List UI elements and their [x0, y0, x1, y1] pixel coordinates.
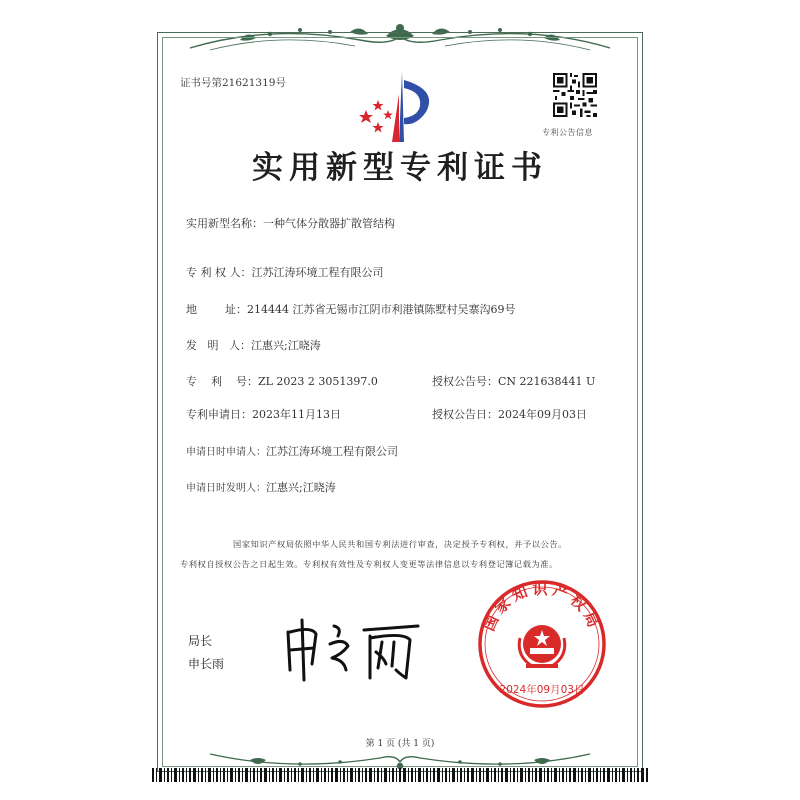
signature-icon: [278, 614, 428, 684]
cnipa-emblem-icon: [356, 68, 438, 148]
field-value: 一种气体分散器扩散管结构: [263, 217, 395, 230]
address-row: [186, 301, 515, 317]
grant-notice: 国家知识产权局依照中华人民共和国专利法进行审查，决定授予专利权，并予以公告。: [233, 539, 567, 549]
qr-label: 专利公告信息: [542, 128, 593, 137]
field-label: 专 利 号：: [186, 375, 258, 388]
grant-number-row: [432, 373, 595, 389]
field-value: 2024年09月03日: [498, 408, 587, 421]
field-value: 2023年11月13日: [252, 408, 341, 421]
field-label: 授权公告日：: [432, 408, 498, 421]
field-label: 申请日时申请人：: [186, 447, 266, 458]
certificate-sheet: [150, 18, 650, 782]
inventor-row: [186, 337, 321, 353]
field-label: 专 利 权 人：: [186, 266, 252, 279]
field-value: CN 221638441 U: [498, 375, 596, 388]
field-label: 地 址：: [186, 303, 247, 316]
field-value: 江惠兴;江晓涛: [250, 339, 321, 352]
qr-code-icon: [553, 73, 597, 117]
page-title: 实用新型专利证书: [252, 150, 548, 186]
field-label: 发 明 人：: [186, 339, 251, 352]
director-name: 申长雨: [188, 657, 225, 671]
patent-number-row: [186, 373, 378, 389]
utility-model-name-row: [186, 215, 395, 231]
certificate-number: 证书号第21621319号: [180, 77, 286, 89]
grant-date-row: [432, 406, 587, 422]
barcode-icon: [152, 768, 648, 782]
field-value: 214444 江苏省无锡市江阴市利港镇陈墅村吴寨沟69号: [246, 303, 516, 316]
director-title: 局长: [188, 634, 213, 648]
filing-date-row: [186, 406, 341, 422]
field-value: 江苏江涛环境工程有限公司: [251, 266, 384, 279]
effect-notice: 专利权自授权公告之日起生效。专利权有效性及专利权人变更等法律信息以专利登记簿记载为准。: [180, 559, 558, 569]
field-value: 江苏江涛环境工程有限公司: [266, 445, 398, 458]
seal-text: 国家知识产权局: [479, 580, 605, 634]
applicant-on-filing-row: [186, 443, 398, 459]
inventor-on-filing-row: [186, 479, 336, 495]
field-value: 江惠兴;江晓涛: [266, 481, 336, 494]
field-label: 专利申请日：: [186, 408, 252, 421]
patentee-row: [186, 264, 384, 280]
field-value: ZL 2023 2 3051397.0: [257, 375, 378, 388]
field-label: 授权公告号：: [432, 375, 498, 388]
field-label: 申请日时发明人：: [186, 483, 266, 494]
field-label: 实用新型名称：: [186, 217, 263, 230]
seal-date: 2024年09月03日: [499, 684, 585, 696]
page-number: 第 1 页 (共 1 页): [365, 739, 435, 749]
